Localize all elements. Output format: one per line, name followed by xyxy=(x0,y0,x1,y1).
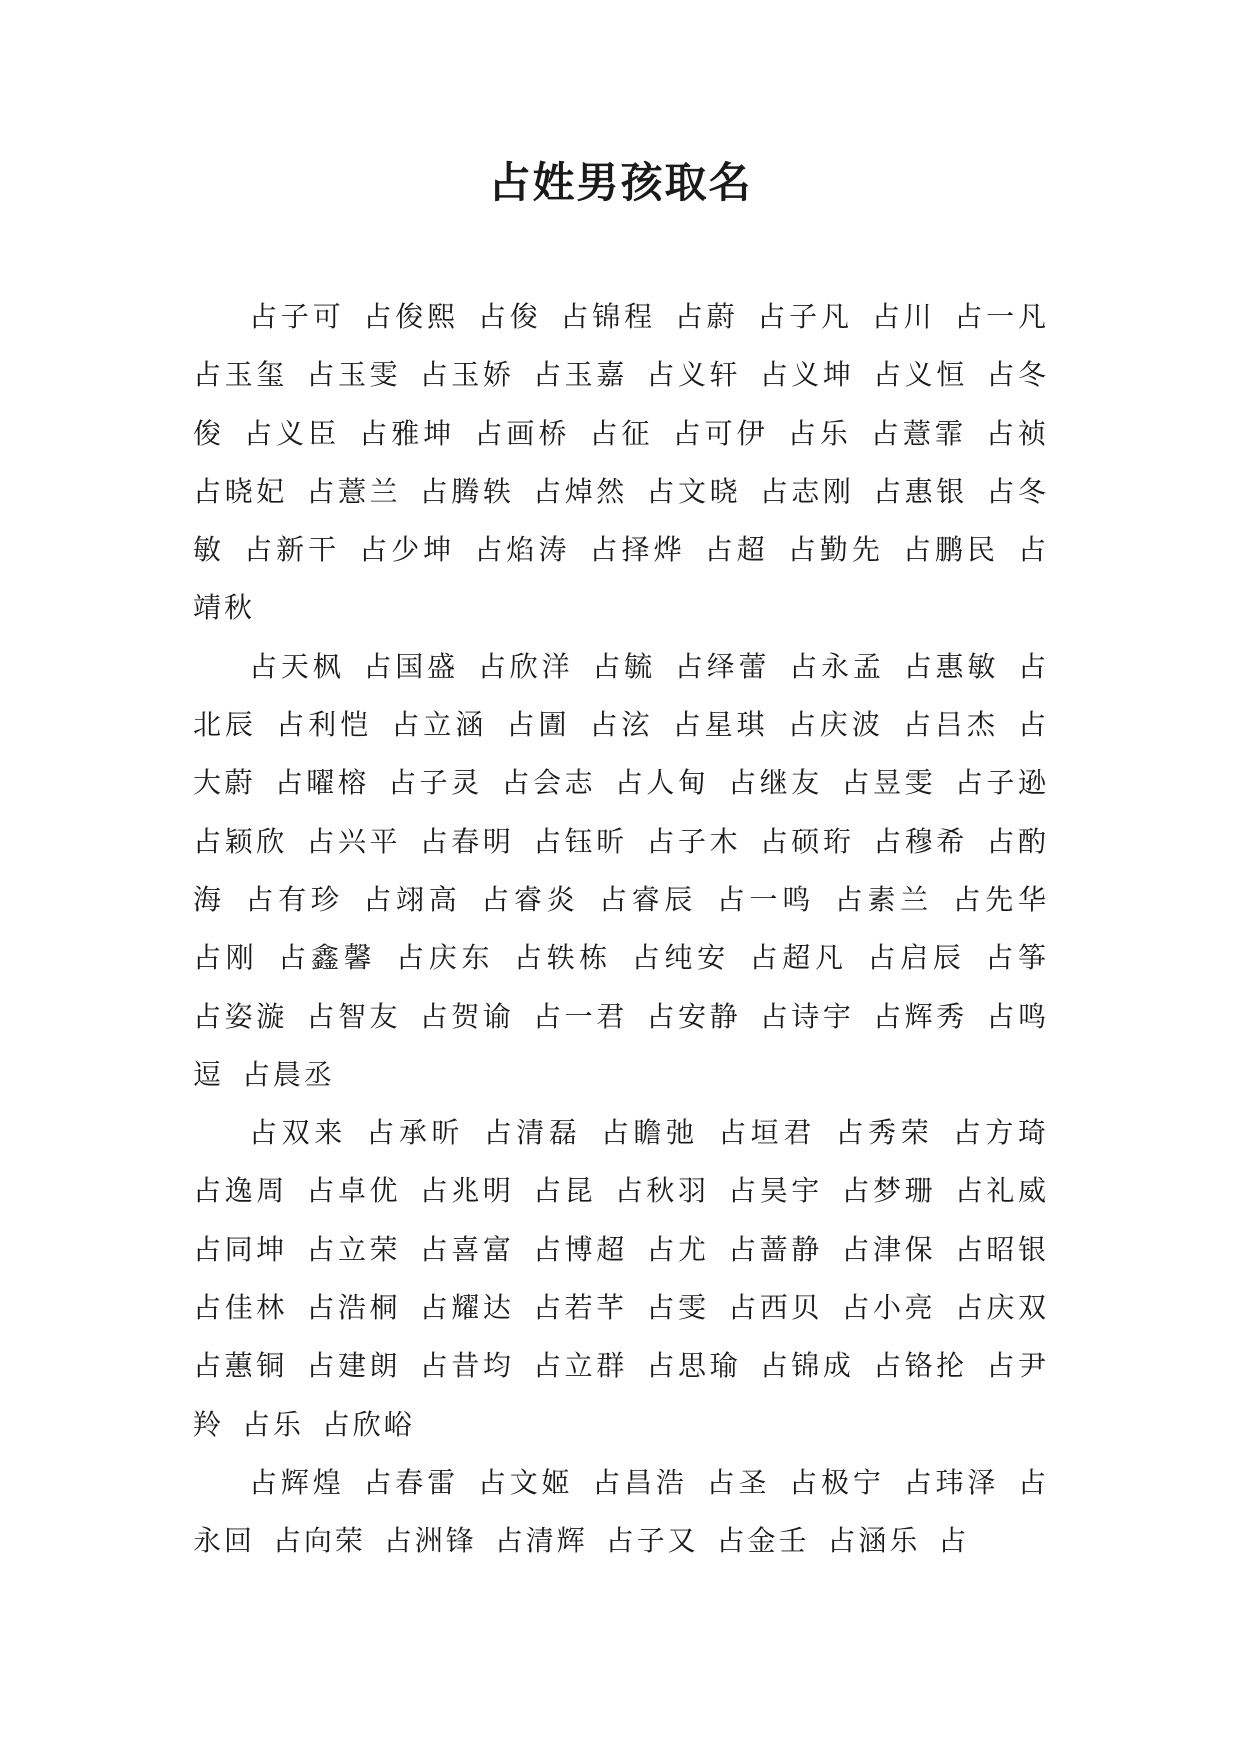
name-list-paragraph-3: 占双来 占承昕 占清磊 占瞻弛 占垣君 占秀荣 占方琦 占逸周 占卓优 占兆明 占昆 占秋羽 占昊宇 占梦珊 占礼威 占同坤 占立荣 占喜富 占博超 占尤 占蔷静 占津保 占昭银 占佳林 占浩桐 占耀达 占若芊 占雯 占西贝 占小亮 占庆双 占蕙铜 占建朗 占昔均 占立群 占思瑜 占锦成 占铬抡 占尹羚 占乐 占欣峪 xyxy=(193,1116,1049,1441)
name-list-paragraph-2: 占天枫 占国盛 占欣洋 占毓 占绎蕾 占永孟 占惠敏 占北辰 占利恺 占立涵 占圊 占泫 占星琪 占庆波 占吕杰 占大蔚 占曜榕 占子灵 占会志 占人甸 占继友 占昱雯 占子逊 占颖欣 占兴平 占春明 占钰昕 占子木 占硕珩 占穆希 占酌海 占有珍 占翊高 占睿炎 占睿辰 占一鸣 占素兰 占先华 占刚 占鑫馨 占庆东 占轶栋 占纯安 占超凡 占启辰 占筝 占姿漩 占智友 占贺谕 占一君 占安静 占诗宇 占辉秀 占鸣逗 占晨丞 xyxy=(193,649,1049,1091)
name-list-paragraph-4: 占辉煌 占春雷 占文姬 占昌浩 占圣 占极宁 占玮泽 占永回 占向荣 占洲锋 占清辉 占子又 占金壬 占涵乐 占 xyxy=(193,1465,1049,1558)
document-title: 占姓男孩取名 xyxy=(488,158,753,207)
document-body xyxy=(193,288,1049,1571)
name-list-paragraph-1: 占子可 占俊熙 占俊 占锦程 占蔚 占子凡 占川 占一凡 占玉玺 占玉雯 占玉娇 占玉嘉 占义轩 占义坤 占义恒 占冬俊 占义臣 占雅坤 占画桥 占征 占可伊 占乐 占薏霏 占祯 占晓妃 占薏兰 占腾轶 占焯然 占文晓 占志刚 占惠银 占冬敏 占新干 占少坤 占焰涛 占择烨 占超 占勤先 占鹏民 占靖秋 xyxy=(193,300,1049,625)
